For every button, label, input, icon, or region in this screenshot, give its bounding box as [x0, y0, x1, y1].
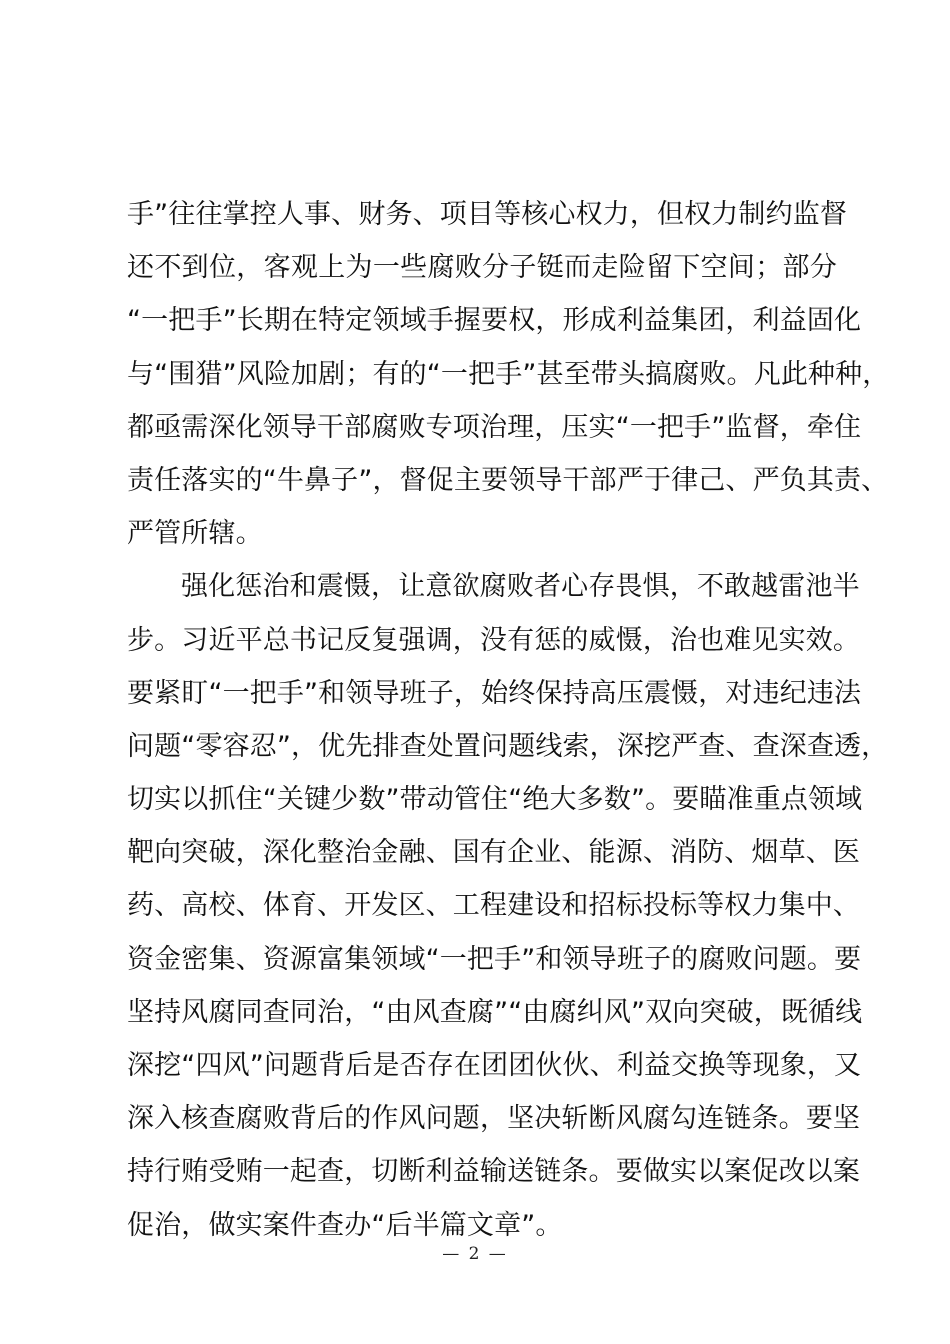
text-line: 严管所辖。 [127, 518, 263, 550]
text-line: 促治，做实案件查办“后半篇文章”。 [127, 1209, 563, 1241]
text-line: 持行贿受贿一起查，切断利益输送链条。要做实以案促改以案 [127, 1156, 861, 1188]
text-line: 药、高校、体育、开发区、工程建设和招标投标等权力集中、 [127, 890, 861, 922]
text-line: 步。习近平总书记反复强调，没有惩的威慑，治也难见实效。 [127, 624, 861, 656]
text-line: 与“围猎”风险加剧；有的“一把手”甚至带头搞腐败。凡此种种， [127, 358, 890, 390]
body-text [127, 188, 890, 1252]
text-line: 都亟需深化领导干部腐败专项治理，压实“一把手”监督，牵住 [127, 411, 862, 443]
text-line: 手”往往掌控人事、财务、项目等核心权力，但权力制约监督 [127, 199, 848, 230]
text-line: 深挖“四风”问题背后是否存在团团伙伙、利益交换等现象，又 [127, 1050, 862, 1081]
text-line: 责任落实的“牛鼻子”，督促主要领导干部严于律己、严负其责、 [127, 464, 889, 496]
text-line: 强化惩治和震慑，让意欲腐败者心存畏惧，不敢越雷池半 [181, 571, 860, 603]
text-line: “一把手”长期在特定领域手握要权，形成利益集团，利益固化 [127, 305, 862, 337]
text-line: 深入核查腐败背后的作风问题，坚决斩断风腐勾连链条。要坚 [127, 1103, 861, 1135]
text-line: 坚持风腐同查同治，“由风查腐”“由腐纠风”双向突破，既循线 [127, 996, 863, 1028]
text-line: 资金密集、资源富集领域“一把手”和领导班子的腐败问题。要 [127, 943, 862, 975]
text-line: 还不到位，客观上为一些腐败分子铤而走险留下空间；部分 [127, 252, 837, 284]
page-number: — 2 — [442, 1244, 508, 1264]
text-line: 问题“零容忍”，优先排查处置问题线索，深挖严查、查深查透， [127, 730, 889, 762]
text-line: 要紧盯“一把手”和领导班子，始终保持高压震慑，对违纪违法 [127, 677, 862, 709]
text-line: 靶向突破，深化整治金融、国有企业、能源、消防、烟草、医 [127, 837, 861, 869]
paragraph-1 [127, 188, 890, 560]
paragraph-2 [127, 560, 889, 1251]
text-line: 切实以抓住“关键少数”带动管住“绝大多数”。要瞄准重点领域 [127, 784, 863, 816]
